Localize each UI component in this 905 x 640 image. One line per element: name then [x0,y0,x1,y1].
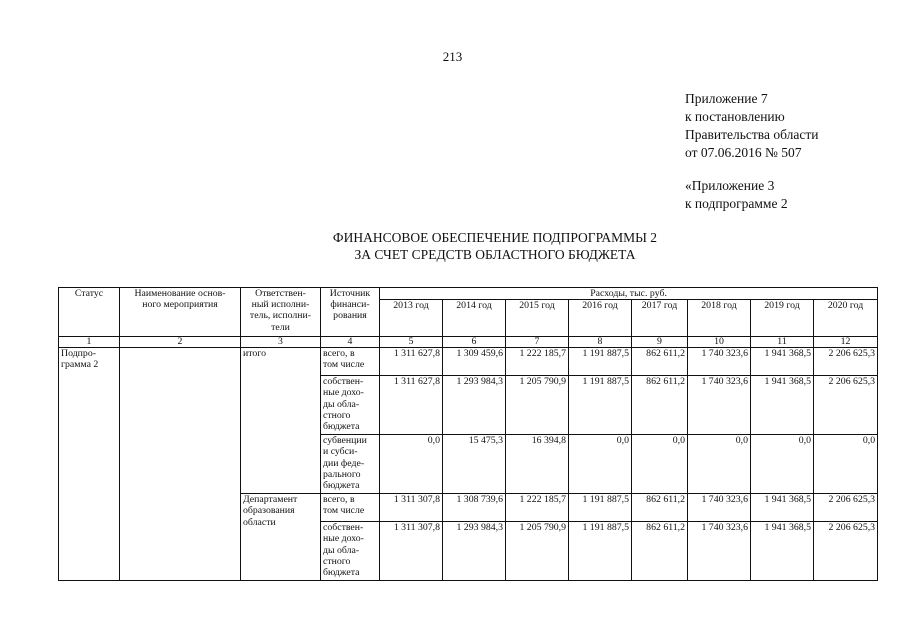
responsible-cell: Департамент образования области [241,494,321,581]
value-cell: 1 311 627,8 [380,376,443,435]
header-expenses: Расходы, тыс. руб. [380,288,878,300]
header-year: 2018 год [688,300,751,337]
value-cell: 862 611,2 [632,494,688,522]
document-title [0,229,905,263]
column-number: 2 [120,337,241,348]
header-year: 2019 год [751,300,814,337]
value-cell: 1 293 984,3 [443,376,506,435]
header-row [59,288,878,300]
table-row [59,348,878,376]
title-line: ФИНАНСОВОЕ ОБЕСПЕЧЕНИЕ ПОДПРОГРАММЫ 2 [332,230,658,245]
appendix-line: от 07.06.2016 № 507 [685,145,802,160]
value-cell: 1 308 739,6 [443,494,506,522]
column-number-row [59,337,878,348]
value-cell: 1 222 185,7 [506,494,569,522]
value-cell: 0,0 [632,435,688,494]
value-cell: 0,0 [688,435,751,494]
value-cell: 1 311 627,8 [380,348,443,376]
appendix-line: Приложение 7 [685,91,768,106]
column-number: 9 [632,337,688,348]
source-cell: собствен- ные дохо- ды обла- стного бюджета [321,376,380,435]
value-cell: 1 191 887,5 [569,494,632,522]
page-number: 213 [442,49,463,64]
header-year: 2015 год [506,300,569,337]
value-cell: 1 941 368,5 [751,494,814,522]
column-number: 7 [506,337,569,348]
finance-table [58,287,878,581]
value-cell: 16 394,8 [506,435,569,494]
appendix-line: к подпрограмме 2 [685,196,788,211]
column-number: 8 [569,337,632,348]
appendix-line: «Приложение 3 [685,178,775,193]
source-cell: всего, в том числе [321,348,380,376]
source-cell: субвенции и субси- дии феде- рального бюджета [321,435,380,494]
title-line: ЗА СЧЕТ СРЕДСТВ ОБЛАСТНОГО БЮДЖЕТА [354,247,636,262]
column-number: 11 [751,337,814,348]
appendix-line: Правительства области [685,127,819,142]
value-cell: 862 611,2 [632,522,688,581]
header-measure: Наименование основ- ного мероприятия [120,288,241,337]
status-cell: Подпро- грамма 2 [59,348,120,581]
value-cell: 1 293 984,3 [443,522,506,581]
column-number: 1 [59,337,120,348]
value-cell: 1 309 459,6 [443,348,506,376]
value-cell: 1 740 323,6 [688,348,751,376]
value-cell: 1 205 790,9 [506,376,569,435]
value-cell: 2 206 625,3 [814,376,878,435]
table-body [59,288,878,581]
value-cell: 862 611,2 [632,376,688,435]
value-cell: 2 206 625,3 [814,522,878,581]
source-cell: всего, в том числе [321,494,380,522]
value-cell: 1 222 185,7 [506,348,569,376]
value-cell: 1 941 368,5 [751,376,814,435]
measure-cell [120,348,241,581]
header-year: 2017 год [632,300,688,337]
column-number: 6 [443,337,506,348]
value-cell: 0,0 [751,435,814,494]
value-cell: 1 941 368,5 [751,522,814,581]
column-number: 4 [321,337,380,348]
appendix-line: к постановлению [685,109,785,124]
value-cell: 1 311 307,8 [380,522,443,581]
header-responsible: Ответствен- ный исполни- тель, исполни- тели [241,288,321,337]
responsible-cell: итого [241,348,321,494]
value-cell: 2 206 625,3 [814,348,878,376]
value-cell: 1 311 307,8 [380,494,443,522]
value-cell: 0,0 [380,435,443,494]
value-cell: 1 740 323,6 [688,494,751,522]
value-cell: 0,0 [569,435,632,494]
source-cell: собствен- ные дохо- ды обла- стного бюджета [321,522,380,581]
value-cell: 15 475,3 [443,435,506,494]
column-number: 10 [688,337,751,348]
value-cell: 0,0 [814,435,878,494]
value-cell: 1 191 887,5 [569,522,632,581]
column-number: 3 [241,337,321,348]
value-cell: 1 191 887,5 [569,376,632,435]
column-number: 5 [380,337,443,348]
column-number: 12 [814,337,878,348]
value-cell: 1 191 887,5 [569,348,632,376]
header-year: 2014 год [443,300,506,337]
value-cell: 1 740 323,6 [688,376,751,435]
header-year: 2020 год [814,300,878,337]
value-cell: 1 740 323,6 [688,522,751,581]
value-cell: 1 205 790,9 [506,522,569,581]
header-status: Статус [59,288,120,337]
value-cell: 2 206 625,3 [814,494,878,522]
value-cell: 1 941 368,5 [751,348,814,376]
appendix-subreference [685,177,788,213]
value-cell: 862 611,2 [632,348,688,376]
appendix-reference [685,90,818,162]
header-source: Источник финанси- рования [321,288,380,337]
header-year: 2013 год [380,300,443,337]
header-year: 2016 год [569,300,632,337]
